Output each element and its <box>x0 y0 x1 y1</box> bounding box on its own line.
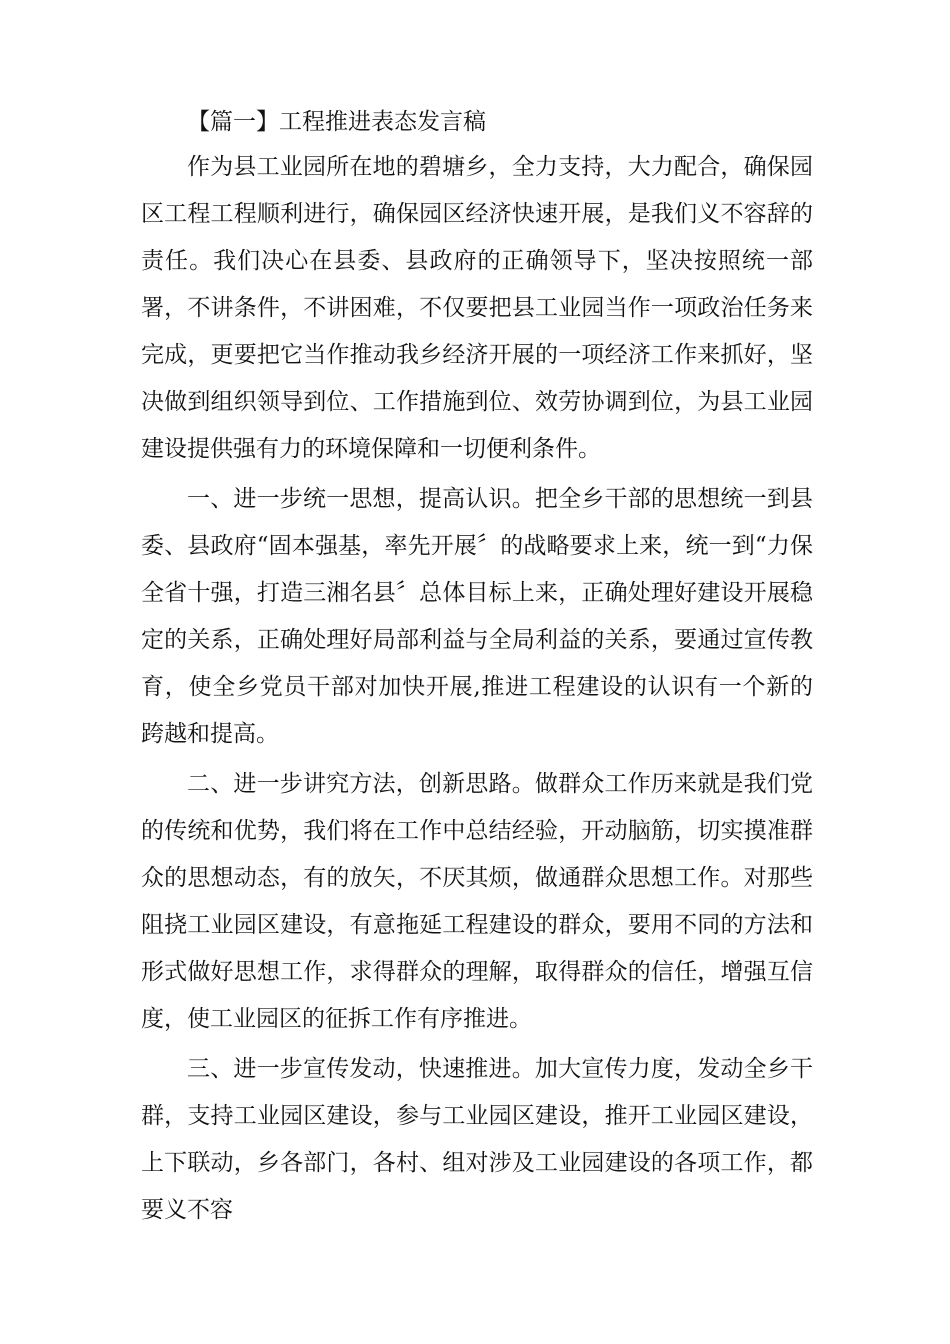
paragraph-intro: 作为县工业园所在地的碧塘乡，全力支持，大力配合，确保园区工程工程顺利进行，确保园区经济快速开展，是我们义不容辞的责任。我们决心在县委、县政府的正确领导下，坚决按照统一部署，不讲条件，不讲困难，不仅要把县工业园当作一项政治任务来完成，更要把它当作推动我乡经济开展的一项经济工作来抓好，坚决做到组织领导到位、工作措施到位、效劳协调到位，为县工业园建设提供强有力的环境保障和一切便利条件。 <box>141 154 813 462</box>
paragraph-section-two: 二、进一步讲究方法，创新思路。做群众工作历来就是我们党的传统和优势，我们将在工作中总结经验，开动脑筋，切实摸准群众的思想动态，有的放矢，不厌其烦，做通群众思想工作。对那些阻挠工业园区建设，有意拖延工程建设的群众，要用不同的方法和形式做好思想工作，求得群众的理解，取得群众的信任，增强互信度，使工业园区的征拆工作有序推进。 <box>141 771 813 1032</box>
document-body <box>141 104 813 1237</box>
document-title: 【篇一】工程推进表态发言稿 <box>187 109 486 135</box>
paragraph-section-three: 三、进一步宣传发动，快速推进。加大宣传力度，发动全乡干群，支持工业园区建设，参与工业园区建设，推开工业园区建设，上下联动，乡各部门，各村、组对涉及工业园建设的各项工作，都要义不容 <box>141 1056 813 1223</box>
paragraph-section-one: 一、进一步统一思想，提高认识。把全乡干部的思想统一到县委、县政府“固本强基，率先开展〞的战略要求上来，统一到“力保全省十强，打造三湘名县〞总体目标上来，正确处理好建设开展稳定的关系，正确处理好局部利益与全局利益的关系，要通过宣传教育，使全乡党员干部对加快开展,推进工程建设的认识有一个新的跨越和提高。 <box>141 486 813 747</box>
